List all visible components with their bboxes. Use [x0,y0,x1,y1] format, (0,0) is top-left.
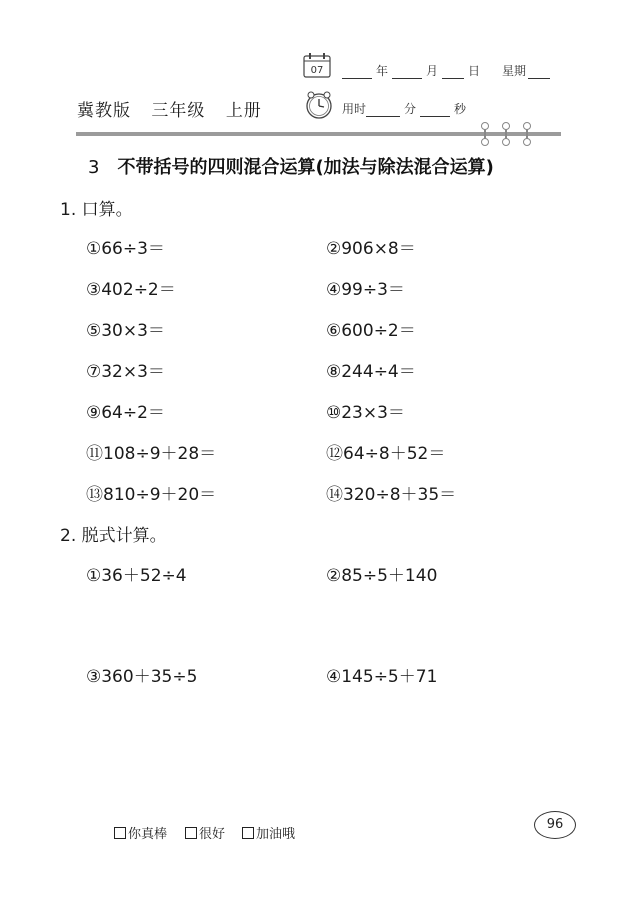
section-heading: 1. 口算。 [60,200,133,220]
lesson-title [88,153,494,179]
rating-label: 很好 [199,827,226,842]
problem-item: ⑫64÷8＋52＝ [326,444,446,464]
lesson-title-text: 不带括号的四则混合运算(加法与除法混合运算) [117,157,494,178]
problem-item: ⑤30×3＝ [86,321,165,341]
weekday-blank[interactable] [528,66,550,79]
clock-icon [304,90,334,120]
problem-item: ③402÷2＝ [86,280,176,300]
problem-item: ⑩23×3＝ [326,403,405,423]
problem-item: ⑦32×3＝ [86,362,165,382]
weekday-label: 星期 [502,64,527,78]
book-series [77,96,276,121]
day-blank[interactable] [442,66,464,79]
checkbox-icon[interactable] [242,827,254,839]
problem-item: ①36＋52÷4 [86,566,187,586]
rating-option[interactable] [185,823,225,842]
day-label: 日 [468,64,481,78]
header-divider [76,132,561,136]
problem-item: ①66÷3＝ [86,239,165,259]
problem-item: ⑧244÷4＝ [326,362,416,382]
problem-item: ③360＋35÷5 [86,667,198,687]
problem-item: ⑬810÷9＋20＝ [86,485,217,505]
problem-item: ②85÷5＋140 [326,566,438,586]
rating-option[interactable] [114,823,167,842]
problem-item: ④145÷5＋71 [326,667,438,687]
second-blank[interactable] [420,104,450,117]
problem-item: ⑪108÷9＋28＝ [86,444,217,464]
year-label: 年 [376,64,389,78]
binder-ring [526,126,528,142]
second-label: 秒 [454,102,467,116]
binder-ring [484,126,486,142]
series-publisher: 冀教版 [77,101,131,121]
problem-item: ⑥600÷2＝ [326,321,416,341]
lesson-number: 3 [88,157,100,178]
binder-ring [505,126,507,142]
month-blank[interactable] [392,66,422,79]
series-volume: 上册 [225,101,262,121]
minute-blank[interactable] [366,104,400,117]
minute-label: 分 [404,102,417,116]
problem-item: ④99÷3＝ [326,280,405,300]
calendar-icon [303,52,331,78]
checkbox-icon[interactable] [185,827,197,839]
page-number: 96 [534,811,576,839]
year-blank[interactable] [342,66,372,79]
month-label: 月 [426,64,439,78]
time-line [342,100,470,117]
checkbox-icon[interactable] [114,827,126,839]
series-grade: 三年级 [151,101,206,121]
problem-item: ⑨64÷2＝ [86,403,165,423]
time-label: 用时 [342,102,367,116]
rating-label: 你真棒 [128,827,168,842]
rating-option[interactable] [242,823,295,842]
section-heading: 2. 脱式计算。 [60,526,167,546]
rating-label: 加油哦 [256,827,296,842]
problem-item: ②906×8＝ [326,239,416,259]
problem-item: ⑭320÷8＋35＝ [326,485,457,505]
date-line [342,62,550,79]
calendar-icon-text: 07 [310,65,324,76]
